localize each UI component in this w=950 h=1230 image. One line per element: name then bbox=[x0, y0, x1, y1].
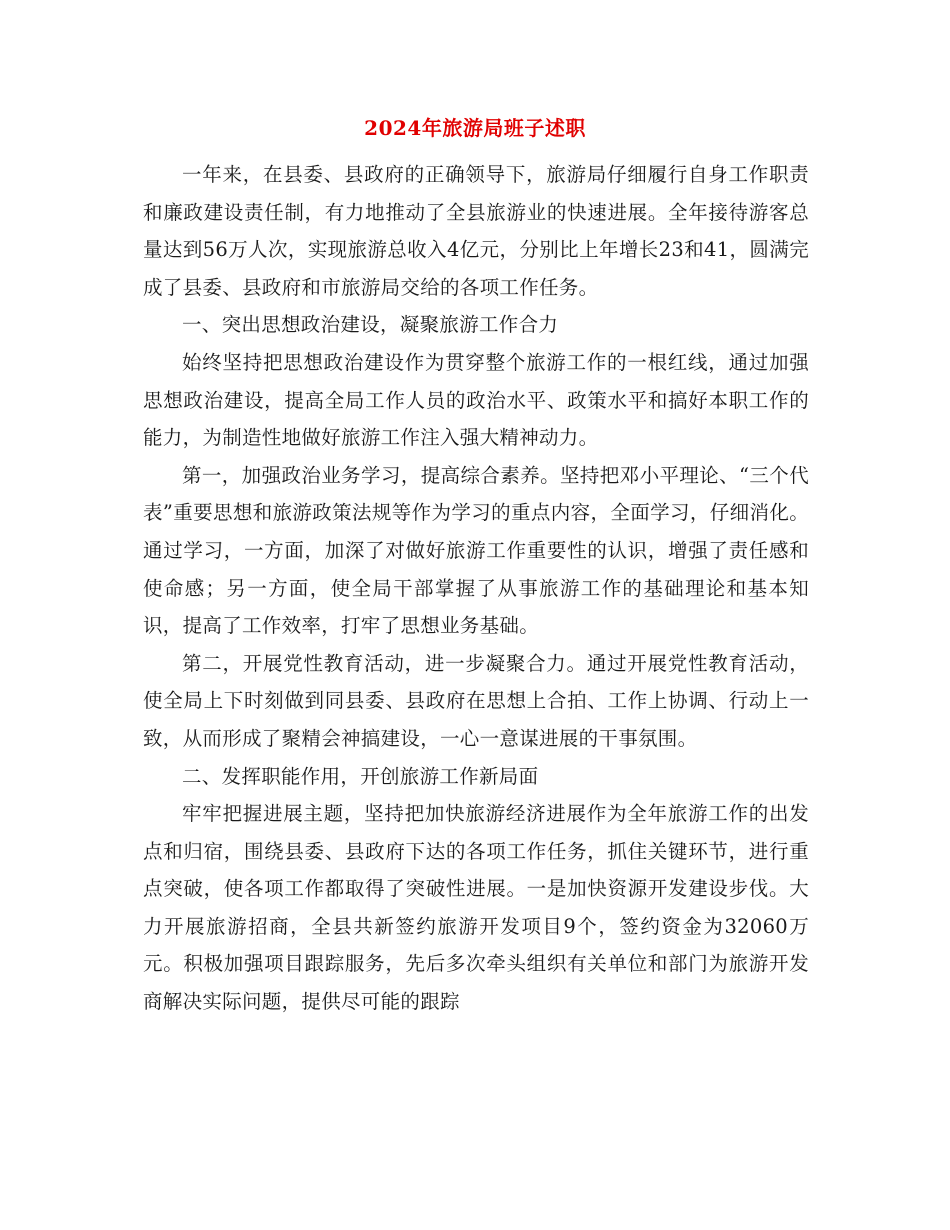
document-title: 2024年旅游局班子述职 bbox=[364, 116, 586, 140]
paragraph-section-2: 牢牢把握进展主题，坚持把加快旅游经济进展作为全年旅游工作的出发点和归宿，围绕县委、县政府下达的各项工作任务，抓住关键环节，进行重点突破，使各项工作都取得了突破性进展。一是加快资源开发建设步伐。大力开展旅游招商，全县共新签约旅游开发项目9个，签约资金为32060万元。积极加强项目跟踪服务，先后多次牵头组织有关单位和部门为旅游开发商解决实际问题，提供尽可能的跟踪 bbox=[143, 802, 809, 1014]
section-heading-2: 二、发挥职能作用，开创旅游工作新局面 bbox=[182, 764, 539, 788]
document-body bbox=[143, 156, 809, 1021]
paragraph-second: 第二，开展党性教育活动，进一步凝聚合力。通过开展党性教育活动，使全局上下时刻做到同县委、县政府在思想上合拍、工作上协调、行动上一致，从而形成了聚精会神搞建设，一心一意谋进展的干事氛围。 bbox=[143, 651, 809, 750]
paragraph-intro: 一年来，在县委、县政府的正确领导下，旅游局仔细履行自身工作职责和廉政建设责任制，有力地推动了全县旅游业的快速进展。全年接待游客总量达到56万人次，实现旅游总收入4亿元，分别比上年增长23和41，圆满完成了县委、县政府和市旅游局交给的各项工作任务。 bbox=[143, 163, 809, 299]
section-heading-1: 一、突出思想政治建设，凝聚旅游工作合力 bbox=[182, 313, 559, 337]
paragraph-first: 第一，加强政治业务学习，提高综合素养。坚持把邓小平理论、“三个代表”重要思想和旅游政策法规等作为学习的重点内容，全面学习，仔细消化。通过学习，一方面，加深了对做好旅游工作重要性的认识，增强了责任感和使命感；另一方面，使全局干部掌握了从事旅游工作的基础理论和基本知识，提高了工作效率，打牢了思想业务基础。 bbox=[143, 463, 809, 638]
paragraph-section-1: 始终坚持把思想政治建设作为贯穿整个旅游工作的一根红线，通过加强思想政治建设，提高全局工作人员的政治水平、政策水平和搞好本职工作的能力，为制造性地做好旅游工作注入强大精神动力。 bbox=[143, 350, 809, 450]
